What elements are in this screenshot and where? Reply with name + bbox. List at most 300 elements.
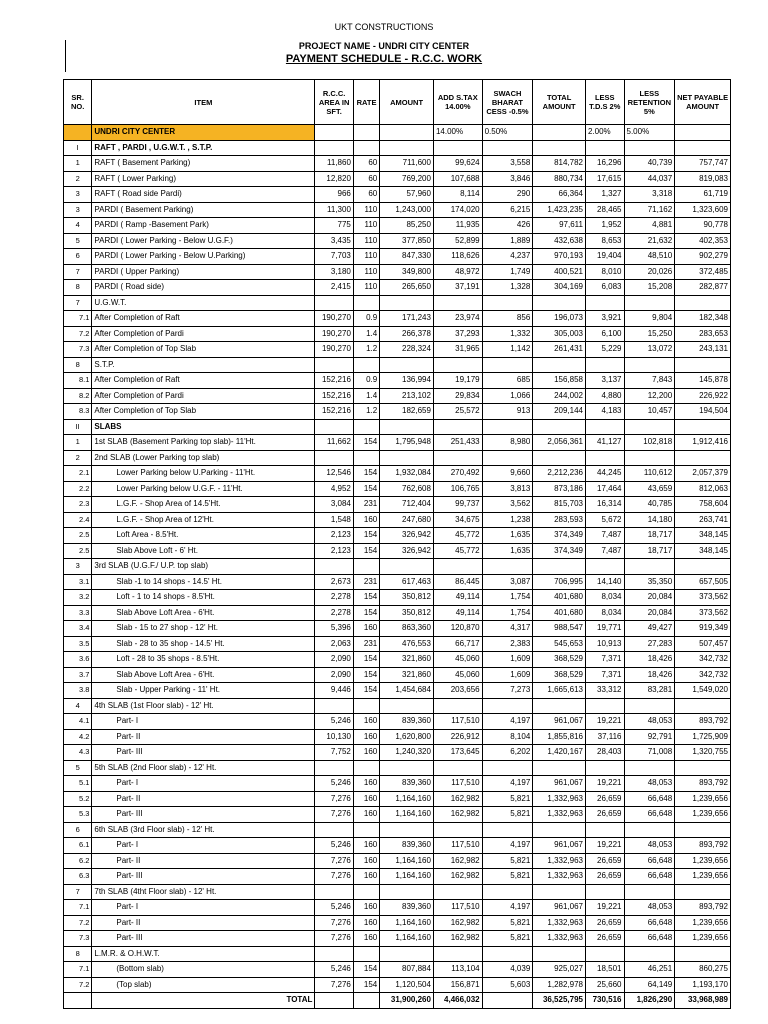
table-row [64,125,731,141]
table-row [64,264,731,280]
retention-cell: 10,457 [624,404,675,420]
item-cell: L.G.F. - Shop Area of 12'Ht. [92,512,315,528]
amount-cell: 228,324 [380,342,434,358]
area-cell: 12,546 [315,466,354,482]
cess-cell: 3,813 [482,481,533,497]
stax-cell: 162,982 [433,791,482,807]
net-cell: 893,792 [675,900,731,916]
rate-cell: 110 [353,280,379,296]
retention-cell: 7,843 [624,373,675,389]
tds-cell: 5,672 [585,512,624,528]
item-cell: Part- III [92,931,315,947]
total-total-amount: 36,525,795 [533,993,586,1009]
retention-cell: 102,818 [624,435,675,451]
amount-cell [380,822,434,838]
net-cell: 1,549,020 [675,683,731,699]
cess-cell [482,884,533,900]
rate-cell: 231 [353,636,379,652]
sr-no-cell: 5.2 [64,791,92,807]
amount-cell: 349,800 [380,264,434,280]
net-cell: 1,320,755 [675,745,731,761]
rate-cell [353,125,379,141]
cess-cell [482,450,533,466]
net-cell: 373,562 [675,590,731,606]
amount-cell: 839,360 [380,838,434,854]
rate-cell: 160 [353,745,379,761]
total-amount-cell: 545,653 [533,636,586,652]
tds-cell: 5,229 [585,342,624,358]
col-header-stax: ADD S.TAX 14.00% [433,80,482,125]
sr-no-cell: 4 [64,218,92,234]
item-cell: Part- II [92,853,315,869]
total-amount-cell: 401,680 [533,590,586,606]
total-amount-cell: 368,529 [533,667,586,683]
net-cell [675,357,731,373]
cess-cell: 4,197 [482,838,533,854]
sr-no-cell: 7.2 [64,915,92,931]
cess-cell: 6,215 [482,202,533,218]
item-cell: Part- I [92,714,315,730]
table-row [64,218,731,234]
tds-cell [585,450,624,466]
cess-cell: 1,635 [482,528,533,544]
area-cell [315,450,354,466]
total-net: 33,968,989 [675,993,731,1009]
table-row [64,683,731,699]
sr-no-cell: 2.5 [64,528,92,544]
area-cell: 152,216 [315,388,354,404]
net-cell: 348,145 [675,528,731,544]
net-cell: 1,239,656 [675,807,731,823]
retention-cell: 66,648 [624,869,675,885]
stax-cell: 48,972 [433,264,482,280]
total-amount-cell: 961,067 [533,838,586,854]
cess-cell: 1,749 [482,264,533,280]
tds-cell: 26,659 [585,931,624,947]
stax-cell: 117,510 [433,838,482,854]
table-row [64,946,731,962]
table-row [64,326,731,342]
table-row [64,481,731,497]
table-row [64,295,731,311]
sr-no-cell: 6.1 [64,838,92,854]
amount-cell: 326,942 [380,528,434,544]
total-amount-cell [533,295,586,311]
net-cell: 243,131 [675,342,731,358]
retention-cell: 44,037 [624,171,675,187]
rate-cell [353,357,379,373]
sr-no-cell: 6.3 [64,869,92,885]
retention-cell: 35,350 [624,574,675,590]
area-cell [315,698,354,714]
net-cell: 657,505 [675,574,731,590]
amount-cell: 1,243,000 [380,202,434,218]
tds-cell [585,760,624,776]
cess-cell [482,357,533,373]
table-row [64,543,731,559]
total-amount-cell: 209,144 [533,404,586,420]
item-cell: Part- I [92,838,315,854]
retention-cell: 3,318 [624,187,675,203]
tds-cell: 8,653 [585,233,624,249]
sr-no-cell: 2 [64,171,92,187]
cess-cell: 8,104 [482,729,533,745]
area-cell: 9,446 [315,683,354,699]
stax-cell [433,419,482,435]
net-cell: 61,719 [675,187,731,203]
table-row [64,497,731,513]
total-amount-cell: 961,067 [533,900,586,916]
item-cell: Loft - 1 to 14 shops - 8.5'Ht. [92,590,315,606]
total-amount: 31,900,260 [380,993,434,1009]
stax-cell: 156,871 [433,977,482,993]
rate-cell: 231 [353,574,379,590]
item-cell: Slab Above Loft Area - 6'Ht. [92,605,315,621]
net-cell: 893,792 [675,714,731,730]
rate-cell: 110 [353,218,379,234]
area-cell: 3,084 [315,497,354,513]
net-cell: 902,279 [675,249,731,265]
rate-cell: 231 [353,497,379,513]
amount-cell: 265,650 [380,280,434,296]
rate-cell: 0.9 [353,311,379,327]
rate-cell: 160 [353,621,379,637]
table-row [64,652,731,668]
table-row [64,636,731,652]
sr-no-cell: 3.5 [64,636,92,652]
net-cell: 1,912,416 [675,435,731,451]
amount-cell: 350,812 [380,590,434,606]
stax-cell [433,450,482,466]
tds-cell [585,295,624,311]
item-cell: 7th SLAB (4tht Floor slab) - 12' Ht. [92,884,315,900]
table-row [64,745,731,761]
item-cell: Slab - 15 to 27 shop - 12' Ht. [92,621,315,637]
amount-cell: 171,243 [380,311,434,327]
net-cell: 1,725,909 [675,729,731,745]
tds-cell: 3,921 [585,311,624,327]
table-row [64,807,731,823]
area-cell: 5,246 [315,838,354,854]
tds-cell: 6,100 [585,326,624,342]
area-cell: 2,415 [315,280,354,296]
cess-cell: 1,635 [482,543,533,559]
amount-cell [380,140,434,156]
item-cell: Slab Above Loft Area - 6'Ht. [92,667,315,683]
tds-cell: 19,221 [585,776,624,792]
cess-cell: 3,558 [482,156,533,172]
total-amount-cell: 156,858 [533,373,586,389]
header-row [64,80,731,125]
col-header-area: R.C.C. AREA IN SFT. [315,80,354,125]
rate-cell: 154 [353,962,379,978]
item-cell: PARDI ( Lower Parking - Below U.G.F.) [92,233,315,249]
retention-cell: 5.00% [624,125,675,141]
amount-cell: 617,463 [380,574,434,590]
retention-cell: 18,717 [624,528,675,544]
area-cell: 7,276 [315,853,354,869]
table-row [64,373,731,389]
cess-cell: 685 [482,373,533,389]
stax-cell: 29,834 [433,388,482,404]
total-stax: 4,466,032 [433,993,482,1009]
area-cell: 2,123 [315,528,354,544]
stax-cell: 45,060 [433,652,482,668]
sr-no-cell: 3.6 [64,652,92,668]
area-cell: 7,276 [315,791,354,807]
tds-cell: 26,659 [585,807,624,823]
item-cell: Part- III [92,869,315,885]
stax-cell: 162,982 [433,915,482,931]
net-cell: 1,239,656 [675,853,731,869]
cess-cell: 1,066 [482,388,533,404]
amount-cell: 1,795,948 [380,435,434,451]
net-cell [675,140,731,156]
total-amount-cell: 1,332,963 [533,931,586,947]
sr-no-cell: 6.2 [64,853,92,869]
net-cell: 342,732 [675,652,731,668]
net-cell: 372,485 [675,264,731,280]
retention-cell [624,946,675,962]
sr-no-cell: 7.2 [64,977,92,993]
stax-cell [433,884,482,900]
area-cell: 10,130 [315,729,354,745]
stax-cell [433,760,482,776]
tds-cell: 19,221 [585,900,624,916]
retention-cell: 4,881 [624,218,675,234]
total-amount-cell: 97,611 [533,218,586,234]
total-amount-cell: 244,002 [533,388,586,404]
item-cell: 6th SLAB (3rd Floor slab) - 12' Ht. [92,822,315,838]
total-amount-cell: 432,638 [533,233,586,249]
amount-cell: 476,553 [380,636,434,652]
rate-cell: 160 [353,729,379,745]
amount-cell: 807,884 [380,962,434,978]
net-cell [675,450,731,466]
retention-cell: 66,648 [624,807,675,823]
net-cell: 283,653 [675,326,731,342]
amount-cell: 762,608 [380,481,434,497]
item-cell: L.M.R. & O.H.W.T. [92,946,315,962]
stax-cell: 118,626 [433,249,482,265]
tds-cell: 7,487 [585,543,624,559]
retention-cell: 12,200 [624,388,675,404]
retention-cell: 110,612 [624,466,675,482]
stax-cell: 120,870 [433,621,482,637]
item-cell: Slab - 28 to 35 shop - 14.5' Ht. [92,636,315,652]
net-cell: 342,732 [675,667,731,683]
amount-cell: 321,860 [380,667,434,683]
sr-no-cell: 8.3 [64,404,92,420]
total-tds: 730,516 [585,993,624,1009]
area-cell: 7,276 [315,931,354,947]
total-amount-cell: 1,423,235 [533,202,586,218]
net-cell: 812,063 [675,481,731,497]
item-cell: Part- I [92,900,315,916]
amount-cell [380,125,434,141]
table-row [64,900,731,916]
amount-cell [380,357,434,373]
cess-cell: 4,197 [482,900,533,916]
item-cell: Slab -1 to 14 shops - 14.5' Ht. [92,574,315,590]
rate-cell: 160 [353,714,379,730]
cess-cell: 1,754 [482,590,533,606]
total-amount-cell: 304,169 [533,280,586,296]
stax-cell: 8,114 [433,187,482,203]
tds-cell: 17,464 [585,481,624,497]
table-row [64,233,731,249]
amount-cell: 1,164,160 [380,931,434,947]
net-cell: 90,778 [675,218,731,234]
table-row [64,280,731,296]
total-amount-cell: 374,349 [533,528,586,544]
net-cell: 757,747 [675,156,731,172]
amount-cell: 1,620,800 [380,729,434,745]
net-cell [675,822,731,838]
total-amount-cell: 815,703 [533,497,586,513]
area-cell [315,822,354,838]
cess-cell: 5,821 [482,791,533,807]
area-cell: 7,752 [315,745,354,761]
amount-cell: 1,164,160 [380,869,434,885]
area-cell: 5,396 [315,621,354,637]
stax-cell: 117,510 [433,714,482,730]
item-cell: (Bottom slab) [92,962,315,978]
stax-cell [433,559,482,575]
rate-cell: 154 [353,605,379,621]
amount-cell: 136,994 [380,373,434,389]
tds-cell: 25,660 [585,977,624,993]
cess-cell: 1,142 [482,342,533,358]
area-cell: 11,300 [315,202,354,218]
stax-cell: 31,965 [433,342,482,358]
rate-cell [353,822,379,838]
retention-cell: 13,072 [624,342,675,358]
total-amount-cell: 368,529 [533,652,586,668]
total-amount-cell: 1,332,963 [533,869,586,885]
project-name: PROJECT NAME - UNDRI CITY CENTER [298,41,470,51]
area-cell: 190,270 [315,311,354,327]
retention-cell: 27,283 [624,636,675,652]
cess-cell: 3,846 [482,171,533,187]
amount-cell [380,884,434,900]
table-row [64,140,731,156]
amount-cell: 326,942 [380,543,434,559]
stax-cell: 86,445 [433,574,482,590]
item-cell: PARDI ( Ramp -Basement Park) [92,218,315,234]
item-cell: PARDI ( Upper Parking) [92,264,315,280]
area-cell: 2,278 [315,605,354,621]
area-cell: 2,278 [315,590,354,606]
rate-cell: 160 [353,791,379,807]
table-row [64,791,731,807]
stax-cell: 174,020 [433,202,482,218]
tds-cell [585,357,624,373]
cess-cell: 290 [482,187,533,203]
area-cell: 190,270 [315,342,354,358]
table-row [64,729,731,745]
table-row [64,714,731,730]
stax-cell: 49,114 [433,605,482,621]
area-cell: 7,276 [315,977,354,993]
rate-cell: 110 [353,264,379,280]
tds-cell: 2.00% [585,125,624,141]
item-cell: L.G.F. - Shop Area of 14.5'Ht. [92,497,315,513]
amount-cell: 1,164,160 [380,807,434,823]
total-amount-cell: 400,521 [533,264,586,280]
col-header-net: NET PAYABLE AMOUNT [675,80,731,125]
total-amount-cell [533,822,586,838]
item-cell: Lower Parking below U.G.F. - 11'Ht. [92,481,315,497]
retention-cell: 40,739 [624,156,675,172]
sr-no-cell: 3 [64,187,92,203]
total-amount-cell: 2,212,236 [533,466,586,482]
amount-cell [380,559,434,575]
stax-cell: 162,982 [433,853,482,869]
table-row [64,311,731,327]
retention-cell: 66,648 [624,853,675,869]
stax-cell: 23,974 [433,311,482,327]
rate-cell: 110 [353,233,379,249]
sr-no-cell: I [64,140,92,156]
stax-cell: 45,060 [433,667,482,683]
retention-cell: 21,632 [624,233,675,249]
stax-cell: 45,772 [433,528,482,544]
item-cell: Slab Above Loft - 6' Ht. [92,543,315,559]
rate-cell: 160 [353,900,379,916]
rate-cell [353,559,379,575]
area-cell: 11,860 [315,156,354,172]
rate-cell: 60 [353,171,379,187]
sr-no-cell: 7.3 [64,931,92,947]
sr-no-cell: 3 [64,202,92,218]
rate-cell: 0.9 [353,373,379,389]
total-amount-cell: 1,332,963 [533,807,586,823]
area-cell: 4,952 [315,481,354,497]
table-row [64,202,731,218]
retention-cell: 66,648 [624,791,675,807]
area-cell: 5,246 [315,900,354,916]
area-cell: 2,123 [315,543,354,559]
table-row [64,962,731,978]
rate-cell [353,698,379,714]
rate-cell [353,450,379,466]
stax-cell: 14.00% [433,125,482,141]
cess-cell: 4,197 [482,714,533,730]
stax-cell: 25,572 [433,404,482,420]
retention-cell: 83,281 [624,683,675,699]
total-amount-cell: 1,420,167 [533,745,586,761]
amount-cell [380,698,434,714]
tds-cell: 16,314 [585,497,624,513]
tds-cell: 19,221 [585,838,624,854]
sr-no-cell: 8 [64,946,92,962]
tds-cell: 26,659 [585,853,624,869]
area-cell: 7,703 [315,249,354,265]
tds-cell: 33,312 [585,683,624,699]
retention-cell [624,419,675,435]
area-cell: 5,246 [315,776,354,792]
cess-cell: 5,821 [482,853,533,869]
net-cell: 819,083 [675,171,731,187]
total-amount-cell: 814,782 [533,156,586,172]
retention-cell: 43,659 [624,481,675,497]
area-cell: 3,180 [315,264,354,280]
table-row [64,590,731,606]
tds-cell: 28,403 [585,745,624,761]
rate-cell: 160 [353,807,379,823]
item-cell: RAFT , PARDI , U.G.W.T. , S.T.P. [92,140,315,156]
